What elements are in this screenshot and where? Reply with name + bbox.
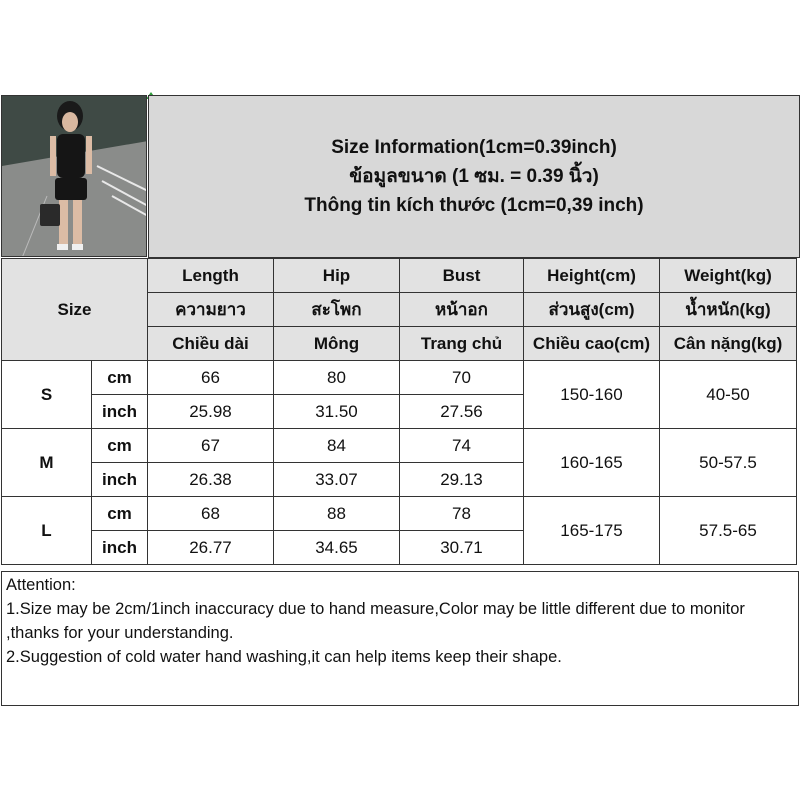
col-header-weight-en: Weight(kg) [660, 259, 797, 293]
product-photo [1, 95, 147, 257]
cell-s-hip-cm: 80 [274, 361, 400, 395]
cell-m-hip-cm: 84 [274, 429, 400, 463]
col-header-hip-th: สะโพก [274, 293, 400, 327]
cell-s-length-cm: 66 [148, 361, 274, 395]
size-info-header [148, 95, 800, 258]
col-header-length-th: ความยาว [148, 293, 274, 327]
cell-s-weight: 40-50 [660, 361, 797, 429]
cell-l-length-cm: 68 [148, 497, 274, 531]
cell-l-weight: 57.5-65 [660, 497, 797, 565]
size-s-label: S [2, 361, 92, 429]
col-header-length-vi: Chiều dài [148, 327, 274, 361]
col-header-height-vi: Chiều cao(cm) [524, 327, 660, 361]
unit-inch-label: inch [92, 531, 148, 565]
header-line-thai: ข้อมูลขนาด (1 ซม. = 0.39 นิ้ว) [349, 166, 599, 187]
col-header-weight-th: น้ำหนัก(kg) [660, 293, 797, 327]
cell-l-length-inch: 26.77 [148, 531, 274, 565]
cell-m-length-inch: 26.38 [148, 463, 274, 497]
header-line-vietnamese: Thông tin kích thước (1cm=0,39 inch) [304, 195, 644, 216]
note-item-2: 2.Suggestion of cold water hand washing,it can help items keep their shape. [6, 648, 562, 666]
cell-m-height: 160-165 [524, 429, 660, 497]
unit-cm-label: cm [92, 429, 148, 463]
attention-notes [1, 571, 799, 706]
col-header-hip-vi: Mông [274, 327, 400, 361]
col-header-length-en: Length [148, 259, 274, 293]
cell-m-bust-cm: 74 [400, 429, 524, 463]
col-header-bust-th: หน้าอก [400, 293, 524, 327]
col-header-height-en: Height(cm) [524, 259, 660, 293]
col-header-bust-en: Bust [400, 259, 524, 293]
size-table [1, 258, 797, 565]
cell-s-hip-inch: 31.50 [274, 395, 400, 429]
cell-l-hip-cm: 88 [274, 497, 400, 531]
cell-m-weight: 50-57.5 [660, 429, 797, 497]
note-item-1: 1.Size may be 2cm/1inch inaccuracy due to hand measure,Color may be little different due to monitor ,thanks for your understanding. [6, 600, 745, 642]
unit-inch-label: inch [92, 463, 148, 497]
cell-s-height: 150-160 [524, 361, 660, 429]
header-line-english: Size Information(1cm=0.39inch) [331, 137, 617, 158]
cell-s-bust-inch: 27.56 [400, 395, 524, 429]
cell-l-bust-cm: 78 [400, 497, 524, 531]
col-header-hip-en: Hip [274, 259, 400, 293]
cell-l-bust-inch: 30.71 [400, 531, 524, 565]
cell-s-length-inch: 25.98 [148, 395, 274, 429]
col-header-height-th: ส่วนสูง(cm) [524, 293, 660, 327]
unit-inch-label: inch [92, 395, 148, 429]
cell-s-bust-cm: 70 [400, 361, 524, 395]
unit-cm-label: cm [92, 361, 148, 395]
col-header-weight-vi: Cân nặng(kg) [660, 327, 797, 361]
col-header-bust-vi: Trang chủ [400, 327, 524, 361]
cell-m-bust-inch: 29.13 [400, 463, 524, 497]
cell-l-hip-inch: 34.65 [274, 531, 400, 565]
size-header: Size [2, 259, 148, 361]
cell-l-height: 165-175 [524, 497, 660, 565]
size-m-label: M [2, 429, 92, 497]
unit-cm-label: cm [92, 497, 148, 531]
cell-m-hip-inch: 33.07 [274, 463, 400, 497]
notes-title: Attention: [6, 576, 76, 594]
size-l-label: L [2, 497, 92, 565]
cell-m-length-cm: 67 [148, 429, 274, 463]
